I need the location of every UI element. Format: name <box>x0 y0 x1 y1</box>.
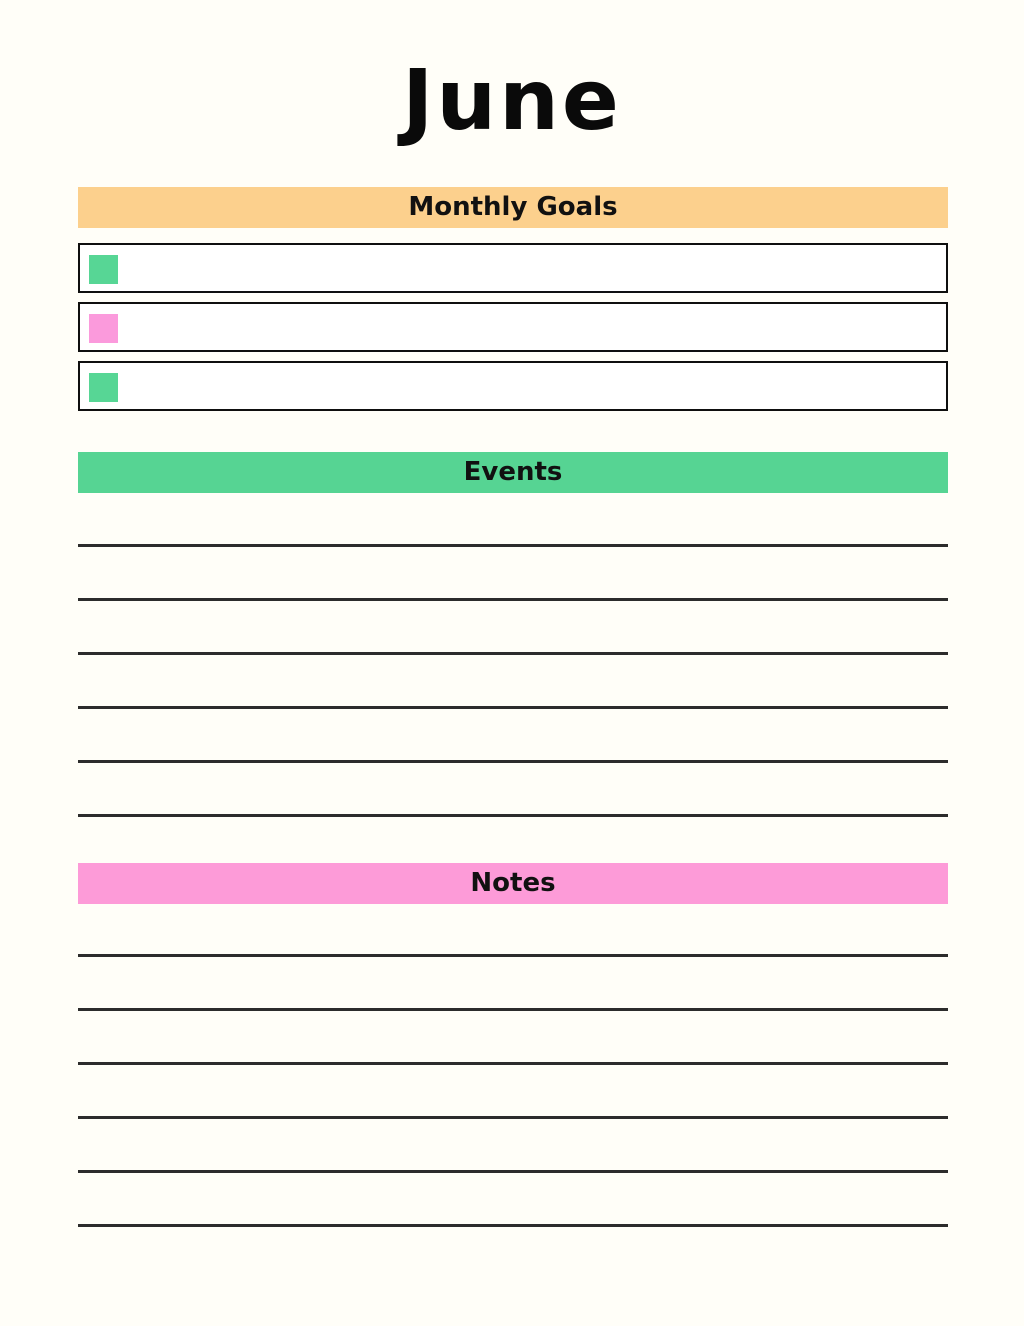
monthly-goals-header <box>78 187 948 228</box>
ruled-line[interactable] <box>78 1119 948 1173</box>
ruled-line[interactable] <box>78 709 948 763</box>
goal-checkbox-icon[interactable] <box>89 314 118 343</box>
events-header <box>78 452 948 493</box>
ruled-line[interactable] <box>78 1173 948 1227</box>
ruled-line[interactable] <box>78 763 948 817</box>
ruled-line[interactable] <box>78 601 948 655</box>
ruled-line[interactable] <box>78 493 948 547</box>
ruled-line[interactable] <box>78 1011 948 1065</box>
goal-input-box[interactable] <box>78 243 948 293</box>
monthly-goals-label: Monthly Goals <box>408 192 618 222</box>
ruled-line[interactable] <box>78 547 948 601</box>
ruled-line[interactable] <box>78 903 948 957</box>
goal-input-box[interactable] <box>78 361 948 411</box>
ruled-line[interactable] <box>78 1065 948 1119</box>
month-title: June <box>402 51 622 149</box>
goal-input-box[interactable] <box>78 302 948 352</box>
events-lines <box>78 493 948 817</box>
ruled-line[interactable] <box>78 957 948 1011</box>
notes-label: Notes <box>470 868 556 898</box>
events-label: Events <box>463 457 563 487</box>
goal-checkbox-icon[interactable] <box>89 373 118 402</box>
ruled-line[interactable] <box>78 655 948 709</box>
notes-lines <box>78 903 948 1227</box>
notes-header <box>78 863 948 904</box>
goal-checkbox-icon[interactable] <box>89 255 118 284</box>
